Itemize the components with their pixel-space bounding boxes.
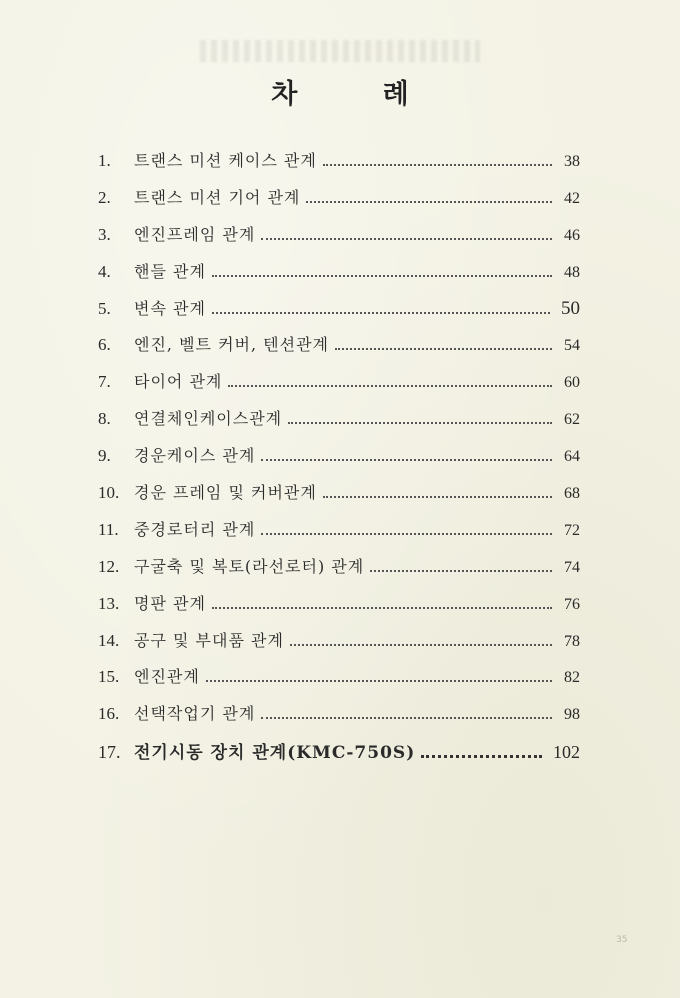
toc-row-2 xyxy=(98,185,580,222)
dot-leader xyxy=(323,496,552,498)
dot-leader xyxy=(306,201,552,203)
toc-label: 경운케이스 관계 xyxy=(134,446,256,466)
toc-number: 4. xyxy=(98,261,111,281)
toc-row-17 xyxy=(98,738,580,775)
toc-page: 82 xyxy=(564,669,580,687)
dot-leader xyxy=(261,533,552,535)
toc-row-1 xyxy=(98,148,580,185)
toc-number: 14. xyxy=(98,630,120,650)
dot-leader xyxy=(261,717,552,719)
toc-label: 트랜스 미션 기어 관계 xyxy=(134,187,301,207)
toc-page: 60 xyxy=(564,374,580,392)
dot-leader xyxy=(212,312,550,314)
bleed-through-text xyxy=(200,40,480,62)
toc-page: 48 xyxy=(564,263,580,281)
toc-row-8 xyxy=(98,406,580,443)
toc-number: 13. xyxy=(98,593,120,613)
toc-page: 102 xyxy=(553,742,580,763)
toc-page: 74 xyxy=(564,558,580,576)
dot-leader xyxy=(228,385,552,387)
toc-label: 구굴축 및 복토(라선로터) 관계 xyxy=(134,556,365,576)
toc-row-7 xyxy=(98,369,580,406)
toc-row-10 xyxy=(98,480,580,517)
toc-row-6 xyxy=(98,332,580,369)
toc-number: 17. xyxy=(98,742,121,763)
toc-label: 명판 관계 xyxy=(134,593,206,613)
dot-leader xyxy=(212,275,552,277)
toc-label: 트랜스 미션 케이스 관계 xyxy=(134,151,317,170)
toc-row-5 xyxy=(98,296,580,333)
toc-page: 62 xyxy=(564,411,580,429)
toc-number: 16. xyxy=(98,704,120,724)
toc-page: 42 xyxy=(564,189,580,207)
toc-label: 경운 프레임 및 커버관계 xyxy=(134,483,317,503)
toc-number: 5. xyxy=(98,298,111,318)
toc-number: 6. xyxy=(98,335,111,355)
toc-page: 78 xyxy=(564,632,580,650)
toc-row-15 xyxy=(98,664,580,701)
toc-label: 엔진관계 xyxy=(134,667,200,687)
dot-leader xyxy=(206,680,552,682)
toc-page: 68 xyxy=(564,485,580,503)
dot-leader xyxy=(212,607,552,609)
dot-leader xyxy=(261,238,552,240)
toc-page: 76 xyxy=(564,595,580,613)
corner-mark: 35 xyxy=(616,935,628,945)
toc-label: 선택작업기 관계 xyxy=(134,704,256,724)
toc-label: 연결체인케이스관계 xyxy=(134,409,283,429)
toc-number: 7. xyxy=(98,372,111,392)
toc-number: 1. xyxy=(98,151,111,170)
toc-page: 54 xyxy=(564,337,580,355)
toc-page: 98 xyxy=(564,706,580,724)
dot-leader xyxy=(370,570,552,572)
dot-leader xyxy=(290,644,552,646)
toc-row-4 xyxy=(98,259,580,296)
toc-label: 엔진, 벨트 커버, 텐션관계 xyxy=(134,335,329,355)
toc-page: 46 xyxy=(564,226,580,244)
toc-label: 중경로터리 관계 xyxy=(134,519,256,539)
toc-number: 9. xyxy=(98,446,111,466)
toc-number: 2. xyxy=(98,187,111,207)
toc-label: 변속 관계 xyxy=(134,298,206,318)
toc-page: 64 xyxy=(564,448,580,466)
toc-row-12 xyxy=(98,554,580,591)
dot-leader xyxy=(421,755,542,758)
toc-row-13 xyxy=(98,591,580,628)
table-of-contents xyxy=(98,148,580,775)
toc-label: 전기시동 장치 관계(KMC-750S) xyxy=(134,743,416,764)
toc-row-16 xyxy=(98,701,580,738)
toc-number: 12. xyxy=(98,556,120,576)
toc-page: 50 xyxy=(561,297,580,319)
toc-label: 핸들 관계 xyxy=(134,261,206,281)
toc-page: 38 xyxy=(564,153,580,170)
toc-label: 공구 및 부대품 관계 xyxy=(134,630,284,650)
toc-page: 72 xyxy=(564,521,580,539)
toc-label: 엔진프레임 관계 xyxy=(134,224,256,244)
toc-number: 3. xyxy=(98,224,111,244)
dot-leader xyxy=(323,164,552,166)
dot-leader xyxy=(335,348,552,350)
toc-number: 8. xyxy=(98,409,111,429)
toc-label: 타이어 관계 xyxy=(134,372,223,392)
dot-leader xyxy=(288,422,552,424)
toc-row-14 xyxy=(98,628,580,665)
dot-leader xyxy=(261,459,552,461)
page-title: 차 례 xyxy=(271,79,447,110)
toc-number: 11. xyxy=(98,519,119,539)
toc-row-11 xyxy=(98,517,580,554)
toc-number: 10. xyxy=(98,483,120,503)
toc-row-3 xyxy=(98,222,580,259)
toc-row-9 xyxy=(98,443,580,480)
toc-number: 15. xyxy=(98,667,120,687)
